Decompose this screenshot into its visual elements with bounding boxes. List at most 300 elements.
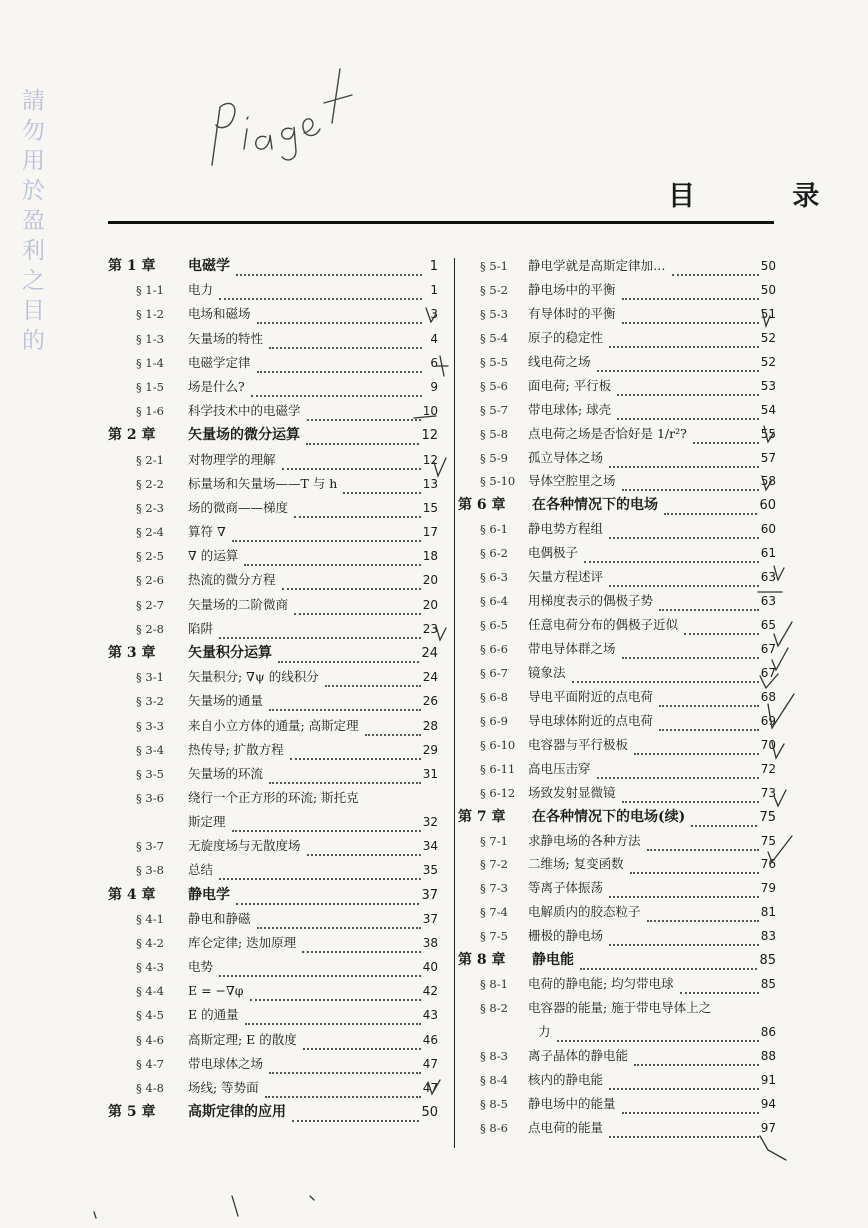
- toc-section-entry[interactable]: [108, 351, 438, 375]
- toc-leader-dots: [232, 528, 421, 542]
- toc-entry-page: 58: [760, 474, 776, 489]
- toc-entry-page: 61: [760, 546, 776, 561]
- toc-entry-title: 求静电场的各种方法: [528, 832, 641, 848]
- toc-entry-title: 科学技术中的电磁学: [188, 403, 301, 419]
- toc-entry-title: 点电荷之场是否恰好是 1/r²?: [528, 425, 687, 441]
- toc-section-entry[interactable]: [108, 1003, 438, 1027]
- toc-section-entry[interactable]: [458, 1092, 776, 1116]
- toc-entry-page: 20: [422, 573, 438, 588]
- toc-entry-page: 73: [760, 785, 776, 800]
- toc-entry-title: 用梯度表示的偶极子势: [528, 593, 654, 609]
- toc-leader-dots: [294, 504, 421, 518]
- toc-leader-dots: [303, 1036, 421, 1050]
- toc-section-entry[interactable]: [458, 398, 776, 422]
- toc-entry-number: § 6-2: [480, 546, 508, 561]
- toc-entry-page: 86: [760, 1025, 776, 1040]
- toc-section-entry[interactable]: [458, 709, 776, 733]
- toc-leader-dots: [265, 1084, 421, 1098]
- toc-section-entry[interactable]: [108, 544, 438, 568]
- toc-entry-number: § 3-3: [136, 718, 164, 733]
- toc-entry-number: 第 3 章: [108, 645, 156, 661]
- toc-entry-number: 第 5 章: [108, 1104, 156, 1121]
- toc-leader-dots: [244, 552, 421, 566]
- toc-entry-page: 50: [760, 259, 776, 273]
- toc-entry-page: 85: [759, 953, 776, 969]
- toc-entry-number: § 1-3: [136, 331, 164, 346]
- toc-entry-title: 带电球体; 球壳: [528, 401, 612, 417]
- toc-leader-dots: [236, 891, 419, 905]
- toc-entry-number: 第 1 章: [108, 258, 156, 274]
- toc-entry-number: § 8-5: [480, 1096, 508, 1111]
- toc-entry-page: 60: [760, 522, 776, 537]
- toc-section-entry[interactable]: [458, 924, 776, 948]
- toc-chapter-entry[interactable]: [108, 883, 438, 907]
- toc-entry-page: 50: [421, 1105, 438, 1121]
- toc-entry-page: 43: [422, 1008, 438, 1023]
- toc-entry-title: 电力: [188, 282, 214, 298]
- toc-section-entry[interactable]: [458, 876, 776, 900]
- toc-section-entry[interactable]: [108, 714, 438, 738]
- toc-entry-number: § 7-1: [480, 833, 508, 848]
- toc-entry-number: § 6-8: [480, 689, 508, 704]
- toc-entry-page: 40: [422, 960, 438, 975]
- toc-section-entry[interactable]: [108, 665, 438, 689]
- toc-entry-page: 24: [421, 646, 438, 661]
- toc-entry-number: § 2-3: [136, 500, 164, 515]
- toc-entry-page: 79: [760, 881, 776, 896]
- toc-entry-title: 高电压击穿: [528, 760, 591, 776]
- toc-section-entry[interactable]: [108, 278, 438, 302]
- toc-section-entry[interactable]: [108, 738, 438, 762]
- toc-leader-dots: [609, 1076, 759, 1090]
- toc-leader-dots: [622, 310, 759, 324]
- toc-entry-number: 第 8 章: [458, 952, 506, 969]
- toc-entry-page: 85: [760, 977, 776, 992]
- toc-chapter-entry[interactable]: [458, 493, 776, 517]
- toc-leader-dots: [257, 359, 422, 373]
- toc-entry-title: E = −∇φ: [188, 983, 244, 999]
- toc-entry-number: § 5-3: [480, 306, 508, 321]
- toc-section-entry[interactable]: [108, 472, 438, 496]
- toc-entry-title: 电荷的静电能; 均匀带电球: [528, 976, 674, 992]
- toc-section-entry[interactable]: [458, 374, 776, 398]
- toc-entry-number: § 3-8: [136, 863, 164, 878]
- toc-leader-dots: [251, 383, 422, 397]
- toc-section-entry[interactable]: [458, 733, 776, 757]
- toc-section-entry[interactable]: [458, 422, 776, 446]
- toc-entry-title: 陷阱: [188, 620, 214, 636]
- toc-entry-title: 来自小立方体的通量; 高斯定理: [188, 717, 359, 733]
- toc-leader-dots: [306, 431, 419, 445]
- toc-section-entry[interactable]: [458, 326, 776, 350]
- toc-entry-number: § 6-10: [480, 737, 516, 752]
- toc-entry-number: § 8-2: [480, 1001, 508, 1016]
- toc-section-entry[interactable]: [458, 996, 776, 1044]
- toc-entry-number: § 8-3: [480, 1049, 508, 1064]
- toc-entry-number: § 1-1: [136, 283, 164, 298]
- toc-entry-page: 29: [422, 742, 438, 757]
- toc-entry-page: 32: [422, 815, 438, 830]
- toc-leader-dots: [659, 717, 759, 731]
- toc-entry-page: 97: [760, 1120, 776, 1135]
- toc-leader-dots: [257, 310, 422, 324]
- toc-entry-page: 50: [760, 282, 776, 297]
- toc-entry-number: 第 2 章: [108, 427, 156, 444]
- toc-entry-page: 75: [759, 809, 776, 825]
- toc-section-entry[interactable]: [108, 979, 438, 1003]
- toc-section-entry[interactable]: [108, 931, 438, 955]
- toc-entry-title: 带电导体群之场: [528, 641, 616, 656]
- toc-entry-title: 带电球体之场: [188, 1055, 264, 1071]
- page-title: 目 录: [668, 181, 864, 212]
- toc-entry-page: 37: [422, 911, 438, 926]
- toc-entry-page: 54: [760, 402, 776, 417]
- toc-entry-page: 60: [759, 498, 776, 514]
- toc-leader-dots: [269, 697, 421, 711]
- toc-section-entry[interactable]: [108, 375, 438, 399]
- toc-entry-title: 有导体时的平衡: [528, 305, 616, 321]
- toc-entry-page: 94: [760, 1096, 776, 1111]
- column-divider: [454, 258, 455, 1148]
- toc-section-entry[interactable]: [458, 350, 776, 374]
- toc-entry-title: 电场和磁场: [188, 306, 251, 322]
- toc-entry-page: 88: [760, 1049, 776, 1064]
- handwritten-signature: [200, 55, 400, 175]
- toc-entry-title: 总结: [188, 862, 214, 878]
- toc-section-entry[interactable]: [108, 907, 438, 931]
- toc-entry-number: § 5-1: [480, 259, 508, 273]
- toc-section-entry[interactable]: [458, 446, 776, 470]
- toc-leader-dots: [557, 1028, 759, 1042]
- toc-entry-title: 电容器的能量; 施于带电导体上之: [528, 1000, 712, 1016]
- toc-entry-title: E 的通量: [188, 1007, 239, 1023]
- toc-entry-number: § 6-1: [480, 522, 508, 537]
- toc-section-entry[interactable]: [458, 1044, 776, 1068]
- toc-section-entry[interactable]: [108, 399, 438, 423]
- toc-entry-title: 原子的稳定性: [528, 329, 604, 345]
- toc-leader-dots: [282, 576, 421, 590]
- toc-entry-number: § 4-5: [136, 1008, 164, 1023]
- toc-section-entry[interactable]: [458, 1068, 776, 1092]
- toc-entry-title: 算符 ∇: [188, 524, 226, 540]
- toc-section-entry[interactable]: [108, 955, 438, 979]
- toc-leader-dots: [282, 456, 421, 470]
- toc-leader-dots: [250, 987, 421, 1001]
- toc-leader-dots: [647, 837, 759, 851]
- toc-leader-dots: [622, 477, 759, 491]
- toc-leader-dots: [693, 430, 759, 444]
- toc-entry-title: 在各种情况下的电场(续): [532, 808, 686, 825]
- toc-leader-dots: [219, 963, 421, 977]
- toc-entry-title: 电容器与平行极板: [528, 736, 629, 752]
- toc-section-entry[interactable]: [458, 278, 776, 302]
- toc-leader-dots: [647, 908, 759, 922]
- toc-entry-page: 13: [422, 476, 438, 491]
- toc-entry-page: 72: [760, 761, 776, 776]
- toc-entry-title: 孤立导体之场: [528, 449, 604, 465]
- toc-section-entry[interactable]: [108, 593, 438, 617]
- toc-section-entry[interactable]: [458, 589, 776, 613]
- toc-entry-number: § 4-2: [136, 935, 164, 950]
- toc-entry-title: 镜象法: [528, 664, 566, 680]
- toc-entry-number: 第 6 章: [458, 497, 506, 514]
- toc-chapter-entry[interactable]: [108, 1100, 438, 1124]
- toc-entry-title: 离子晶体的静电能: [528, 1048, 629, 1064]
- toc-entry-number: § 8-6: [480, 1120, 508, 1135]
- toc-chapter-entry[interactable]: [458, 948, 776, 972]
- toc-section-entry[interactable]: [108, 1052, 438, 1076]
- toc-entry-title: 电势: [188, 959, 214, 975]
- toc-leader-dots: [634, 741, 759, 755]
- toc-entry-page: 12: [422, 452, 438, 467]
- toc-entry-number: § 7-4: [480, 905, 508, 920]
- toc-section-entry[interactable]: [458, 829, 776, 853]
- toc-entry-page: 28: [422, 718, 438, 733]
- toc-section-entry[interactable]: [458, 302, 776, 326]
- toc-entry-page: 18: [422, 549, 438, 564]
- toc-entry-title: 热流的微分方程: [188, 572, 276, 588]
- toc-leader-dots: [659, 597, 759, 611]
- toc-entry-title: 库仑定律; 迭加原理: [188, 934, 297, 950]
- toc-entry-title: 矢量场的微分运算: [188, 427, 300, 444]
- toc-leader-dots: [584, 549, 759, 563]
- toc-entry-page: 51: [760, 306, 776, 321]
- toc-leader-dots: [609, 884, 759, 898]
- toc-entry-title: 高斯定理; E 的散度: [188, 1031, 297, 1047]
- toc-entry-page: 42: [422, 984, 438, 999]
- toc-entry-page: 69: [760, 713, 776, 728]
- toc-leader-dots: [622, 645, 759, 659]
- toc-section-entry[interactable]: [458, 254, 776, 278]
- toc-section-entry[interactable]: [458, 565, 776, 589]
- toc-entry-page: 57: [760, 450, 776, 465]
- toc-entry-page: 75: [760, 833, 776, 848]
- toc-leader-dots: [597, 358, 759, 372]
- toc-entry-title: 栅极的静电场: [528, 928, 604, 944]
- toc-entry-page: 26: [422, 694, 438, 709]
- toc-entry-title: 高斯定律的应用: [188, 1104, 286, 1121]
- toc-entry-page: 55: [760, 426, 776, 441]
- toc-section-entry[interactable]: [108, 762, 438, 786]
- toc-section-entry[interactable]: [458, 900, 776, 924]
- toc-section-entry[interactable]: [458, 517, 776, 541]
- toc-entry-page: 53: [760, 378, 776, 393]
- toc-entry-number: § 4-7: [136, 1056, 164, 1071]
- toc-entry-title: 二维场; 复变函数: [528, 856, 624, 872]
- toc-entry-number: § 5-6: [480, 378, 508, 393]
- toc-entry-number: § 6-12: [480, 785, 516, 800]
- toc-entry-number: § 7-5: [480, 929, 508, 944]
- toc-entry-page: 47: [422, 1056, 438, 1071]
- toc-entry-title: 面电荷; 平行板: [528, 377, 612, 393]
- toc-entry-title-continued: 斯定理: [188, 814, 226, 830]
- toc-section-entry[interactable]: [458, 972, 776, 996]
- toc-section-entry[interactable]: [458, 781, 776, 805]
- toc-entry-title: 场的微商——梯度: [188, 499, 289, 515]
- toc-entry-title: 矢量场的二阶微商: [188, 596, 289, 612]
- toc-entry-title-continued: 力: [538, 1024, 551, 1040]
- toc-entry-number: § 5-9: [480, 450, 508, 465]
- toc-entry-page: 65: [760, 618, 776, 633]
- toc-leader-dots: [219, 625, 421, 639]
- toc-entry-number: § 1-5: [136, 379, 164, 394]
- toc-section-entry[interactable]: [458, 1116, 776, 1140]
- toc-section-entry[interactable]: [458, 637, 776, 661]
- title-rule: [108, 221, 774, 224]
- toc-entry-number: § 3-6: [136, 791, 164, 806]
- toc-entry-number: § 2-8: [136, 621, 164, 636]
- toc-section-entry[interactable]: [108, 568, 438, 592]
- toc-entry-title: 静电势方程组: [528, 521, 604, 537]
- toc-entry-number: § 3-1: [136, 670, 164, 685]
- toc-section-entry[interactable]: [458, 661, 776, 685]
- toc-entry-title: 矢量场的通量: [188, 693, 264, 709]
- toc-leader-dots: [609, 454, 759, 468]
- toc-chapter-entry[interactable]: [108, 254, 438, 278]
- toc-entry-title: 导电球体附近的点电荷: [528, 712, 654, 728]
- toc-entry-number: 第 4 章: [108, 886, 156, 903]
- toc-leader-dots: [292, 1108, 419, 1122]
- toc-leader-dots: [325, 673, 421, 687]
- toc-entry-page: 23: [422, 621, 438, 636]
- toc-entry-page: 76: [760, 857, 776, 872]
- toc-entry-number: § 5-8: [480, 426, 508, 441]
- toc-section-entry[interactable]: [108, 520, 438, 544]
- toc-entry-page: 52: [760, 330, 776, 345]
- toc-leader-dots: [609, 334, 759, 348]
- toc-entry-title: 场是什么?: [188, 378, 245, 394]
- toc-entry-page: 4: [430, 331, 438, 346]
- toc-entry-title: ∇ 的运算: [188, 548, 239, 564]
- toc-entry-page: 6: [430, 355, 438, 370]
- toc-entry-page: 10: [422, 404, 438, 419]
- toc-entry-number: § 3-5: [136, 766, 164, 781]
- toc-leader-dots: [617, 382, 759, 396]
- toc-chapter-entry[interactable]: [458, 805, 776, 829]
- toc-entry-title: 场致发射显微镜: [528, 784, 616, 800]
- toc-leader-dots: [580, 956, 757, 970]
- toc-entry-number: 第 7 章: [458, 808, 506, 825]
- toc-entry-title: 场线; 等势面: [188, 1080, 259, 1095]
- toc-entry-number: § 4-6: [136, 1032, 164, 1047]
- toc-entry-page: 24: [422, 670, 438, 685]
- toc-section-entry[interactable]: [108, 327, 438, 351]
- toc-entry-number: § 6-7: [480, 665, 508, 680]
- toc-leader-dots: [290, 746, 421, 760]
- toc-entry-page: 38: [422, 935, 438, 950]
- toc-entry-number: § 5-10: [480, 474, 516, 489]
- toc-leader-dots: [622, 789, 759, 803]
- toc-entry-page: 47: [422, 1081, 438, 1095]
- toc-leader-dots: [664, 501, 757, 515]
- toc-entry-title: 静电学就是高斯定律加…: [528, 258, 666, 273]
- toc-entry-title: 核内的静电能: [528, 1072, 604, 1087]
- toc-entry-number: § 5-5: [480, 354, 508, 369]
- toc-entry-title: 在各种情况下的电场: [532, 497, 658, 514]
- toc-section-entry[interactable]: [108, 496, 438, 520]
- toc-section-entry[interactable]: [108, 834, 438, 858]
- toc-entry-title: 热传导; 扩散方程: [188, 741, 284, 757]
- toc-leader-dots: [257, 915, 421, 929]
- toc-leader-dots: [597, 765, 759, 779]
- toc-leader-dots: [302, 939, 421, 953]
- toc-section-entry[interactable]: [108, 689, 438, 713]
- toc-entry-title: 静电场中的能量: [528, 1095, 616, 1111]
- toc-leader-dots: [609, 1124, 759, 1138]
- toc-section-entry[interactable]: [108, 448, 438, 472]
- toc-leader-dots: [622, 286, 759, 300]
- toc-entry-title: 点电荷的能量: [528, 1119, 604, 1135]
- toc-section-entry[interactable]: [458, 757, 776, 781]
- toc-leader-dots: [609, 932, 759, 946]
- toc-section-entry[interactable]: [458, 685, 776, 709]
- toc-entry-page: 37: [421, 887, 438, 903]
- toc-entry-number: § 2-2: [136, 476, 164, 491]
- toc-entry-title: 电磁学定律: [188, 354, 251, 370]
- toc-section-entry[interactable]: [458, 541, 776, 565]
- toc-entry-title: 电偶极子: [528, 545, 579, 561]
- toc-entry-number: § 5-4: [480, 330, 508, 345]
- toc-section-entry[interactable]: [458, 613, 776, 637]
- toc-entry-number: § 6-9: [480, 713, 508, 728]
- toc-entry-title: 矢量方程述评: [528, 569, 604, 585]
- toc-entry-title: 无旋度场与无散度场: [188, 838, 301, 854]
- toc-chapter-entry[interactable]: [108, 423, 438, 447]
- toc-section-entry[interactable]: [108, 786, 438, 834]
- toc-entry-number: § 1-2: [136, 307, 164, 322]
- toc-section-entry[interactable]: [108, 302, 438, 326]
- toc-leader-dots: [572, 669, 759, 683]
- toc-leader-dots: [343, 480, 420, 494]
- toc-entry-page: 52: [760, 354, 776, 369]
- toc-entry-page: 15: [422, 500, 438, 515]
- toc-section-entry[interactable]: [458, 852, 776, 876]
- toc-entry-page: 1: [430, 283, 438, 298]
- toc-section-entry[interactable]: [108, 1076, 438, 1100]
- toc-entry-title: 静电学: [188, 886, 230, 903]
- toc-leader-dots: [609, 525, 759, 539]
- toc-chapter-entry[interactable]: [108, 641, 438, 665]
- toc-entry-page: 67: [760, 665, 776, 680]
- toc-entry-page: 63: [760, 570, 776, 585]
- toc-section-entry[interactable]: [108, 1028, 438, 1052]
- toc-leader-dots: [294, 601, 421, 615]
- toc-leader-dots: [617, 406, 759, 420]
- toc-entry-title: 电磁学: [188, 258, 230, 274]
- toc-leader-dots: [236, 262, 422, 276]
- toc-entry-page: 20: [422, 597, 438, 612]
- toc-section-entry[interactable]: [108, 617, 438, 641]
- toc-entry-page: 35: [422, 863, 438, 878]
- toc-entry-title: 静电场中的平衡: [528, 281, 616, 297]
- toc-entry-title: 标量场和矢量场——T 与 h: [188, 475, 338, 491]
- toc-entry-number: § 4-3: [136, 960, 164, 975]
- toc-entry-number: § 2-4: [136, 525, 164, 540]
- toc-entry-title: 绕行一个正方形的环流; 斯托克: [188, 790, 359, 806]
- toc-entry-page: 46: [422, 1032, 438, 1047]
- toc-leader-dots: [307, 842, 421, 856]
- toc-section-entry[interactable]: [458, 469, 776, 493]
- toc-leader-dots: [680, 980, 759, 994]
- toc-leader-dots: [659, 693, 759, 707]
- toc-entry-number: § 2-1: [136, 452, 164, 467]
- toc-entry-title: 电解质内的胶态粒子: [528, 904, 641, 920]
- toc-entry-number: § 3-2: [136, 694, 164, 709]
- toc-entry-number: § 5-2: [480, 282, 508, 297]
- toc-leader-dots: [622, 1100, 759, 1114]
- toc-entry-page: 70: [760, 737, 776, 752]
- toc-section-entry[interactable]: [108, 858, 438, 882]
